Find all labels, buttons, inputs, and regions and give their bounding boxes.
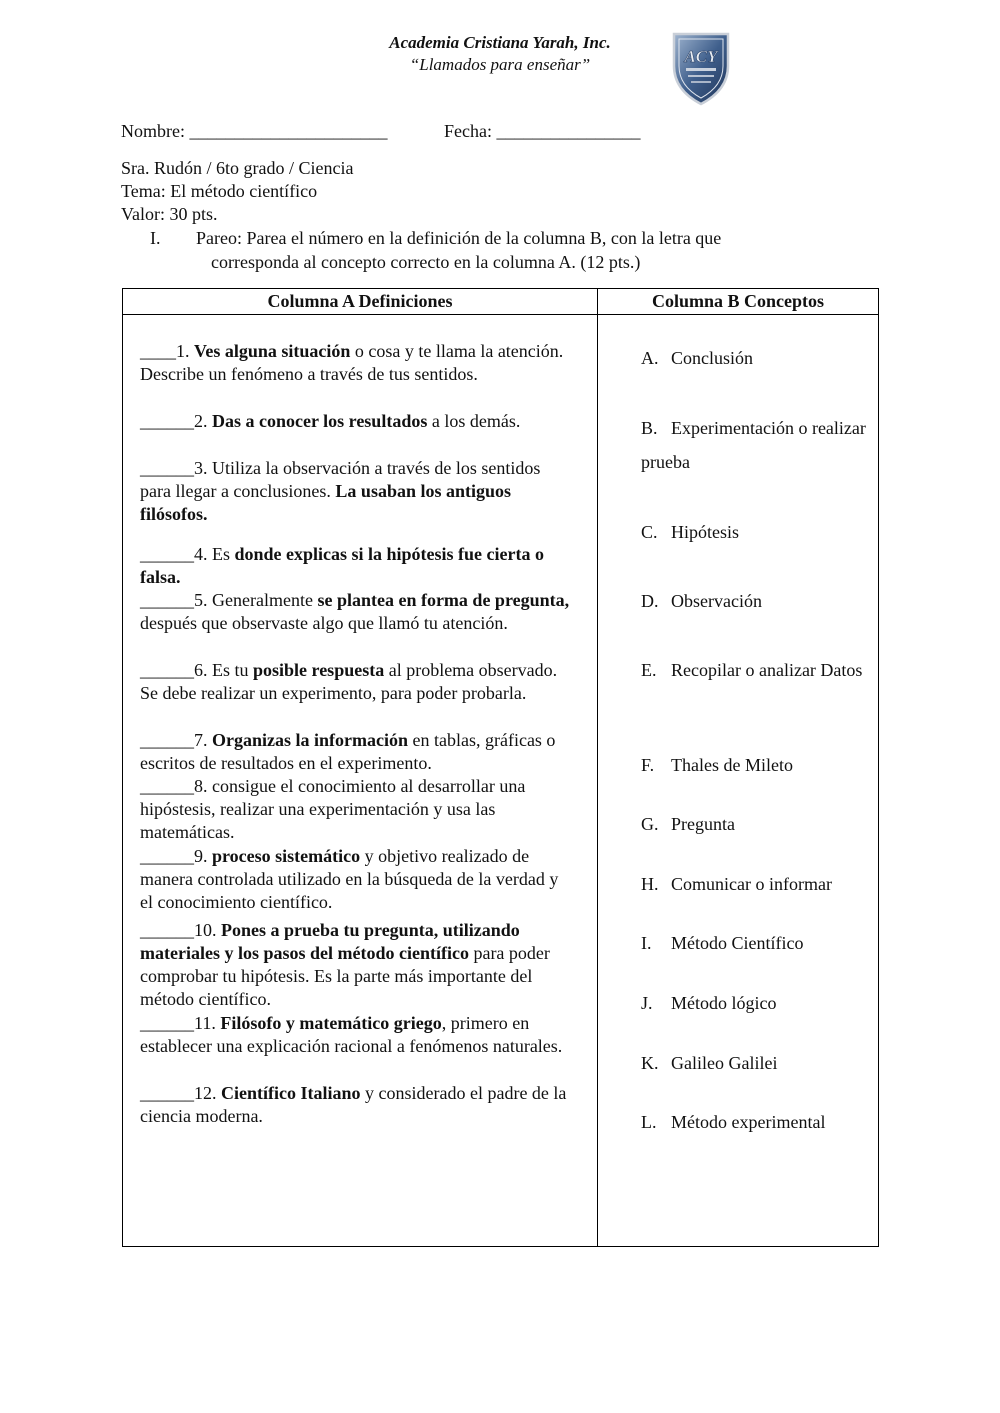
definition-bold-text: La usaban los antiguos filósofos.	[140, 481, 511, 524]
concept-text: Conclusión	[671, 348, 754, 368]
definition-bold-text: Pones a prueba tu pregunta, utilizando materiales y los pasos del método científico	[140, 920, 520, 963]
concept-text: Hipótesis	[671, 522, 740, 542]
concept-letter: L.	[641, 1112, 657, 1132]
concept-text: Comunicar o informar	[671, 874, 832, 894]
definition-item	[140, 543, 570, 589]
concept-item	[641, 807, 869, 841]
logo-text: ACY	[684, 47, 718, 66]
column-a-definitions	[123, 315, 598, 1247]
column-b-header: Columna B Conceptos	[598, 289, 879, 315]
concept-item	[641, 411, 869, 479]
definition-bold-text: posible respuesta	[253, 660, 385, 680]
definition-text: Es	[212, 544, 235, 564]
concept-item	[641, 515, 869, 549]
definition-bold-text: se plantea en forma de pregunta,	[317, 590, 570, 610]
definition-text: para poder comprobar tu hipótesis. Es la parte más importante del método científico.	[140, 943, 550, 1009]
definition-text: , primero en establecer una explicación racional a fenómenos naturales.	[140, 1013, 563, 1056]
definition-blank: ______3.	[140, 458, 212, 478]
definition-text: a los demás.	[427, 411, 521, 431]
definition-blank: ____1.	[140, 341, 194, 361]
concept-letter: K.	[641, 1053, 659, 1073]
date-field: Fecha: ________________	[444, 121, 641, 141]
column-b-concepts	[598, 315, 879, 1247]
school-motto: “Llamados para enseñar”	[409, 55, 591, 74]
concept-item	[641, 584, 869, 618]
definition-blank: ______7.	[140, 730, 212, 750]
definition-blank: ______6.	[140, 660, 212, 680]
definition-bold-text: proceso sistemático	[212, 846, 361, 866]
definition-text: y objetivo realizado de manera controlada utilizado en la búsqueda de la verdad y el conocimiento científico.	[140, 846, 559, 912]
definition-item	[140, 589, 570, 635]
definition-item	[140, 775, 570, 844]
definition-blank: ______4.	[140, 544, 212, 564]
concept-text: Pregunta	[671, 814, 735, 834]
definition-blank: ______12.	[140, 1083, 221, 1103]
definition-blank: ______2.	[140, 411, 212, 431]
definition-bold-text: Filósofo y matemático griego	[220, 1013, 442, 1033]
definition-blank: ______9.	[140, 846, 212, 866]
concept-text: Método lógico	[671, 993, 777, 1013]
concept-text: Método Científico	[671, 933, 804, 953]
concept-item	[641, 867, 869, 901]
definition-item	[140, 1012, 570, 1058]
definition-bold-text: Das a conocer los resultados	[212, 411, 428, 431]
definition-text: en tablas, gráficas o escritos de resultados en el experimento.	[140, 730, 556, 773]
definition-text: Generalmente	[212, 590, 318, 610]
instruction-number: I.	[150, 228, 161, 248]
definition-text: consigue el conocimiento al desarrollar una hipóstesis, realizar una experimentación y usa las matemáticas.	[140, 776, 526, 842]
concept-item	[641, 341, 869, 375]
concept-item	[641, 1105, 869, 1139]
value-line: Valor: 30 pts.	[121, 204, 218, 224]
definition-blank: ______5.	[140, 590, 212, 610]
column-a-header: Columna A Definiciones	[123, 289, 598, 315]
definition-text: y considerado el padre de la ciencia moderna.	[140, 1083, 567, 1126]
definition-bold-text: Organizas la información	[212, 730, 408, 750]
table-header-row	[123, 289, 879, 315]
definition-text: Es tu	[212, 660, 254, 680]
concept-letter: C.	[641, 522, 658, 542]
definition-text: o cosa y te llama la atención. Describe un fenómeno a través de tus sentidos.	[140, 341, 564, 384]
concept-item	[641, 926, 869, 960]
concept-letter: H.	[641, 874, 659, 894]
teacher-line: Sra. Rudón / 6to grado / Ciencia	[121, 158, 354, 178]
concept-text: Galileo Galilei	[671, 1053, 778, 1073]
definition-item	[140, 340, 570, 386]
concept-letter: E.	[641, 660, 657, 680]
definition-item	[140, 919, 570, 1011]
topic-line: Tema: El método científico	[121, 181, 318, 201]
concept-text: Thales de Mileto	[671, 755, 793, 775]
concept-item	[641, 986, 869, 1020]
school-name: Academia Cristiana Yarah, Inc.	[389, 33, 611, 52]
definition-item	[140, 410, 570, 433]
concept-item	[641, 748, 869, 782]
instruction-line-1: Pareo: Parea el número en la definición de la columna B, con la letra que	[196, 228, 722, 248]
concept-letter: F.	[641, 755, 655, 775]
definition-bold-text: Científico Italiano	[221, 1083, 361, 1103]
matching-table	[122, 288, 879, 1247]
concept-text: Recopilar o analizar Datos	[671, 660, 863, 680]
concept-letter: J.	[641, 993, 653, 1013]
concept-item	[641, 653, 869, 687]
shield-logo-icon	[668, 28, 734, 108]
name-field: Nombre: ______________________	[121, 121, 388, 141]
concept-text: Observación	[671, 591, 762, 611]
concept-letter: G.	[641, 814, 659, 834]
definition-item	[140, 729, 570, 775]
concept-letter: D.	[641, 591, 659, 611]
definition-item	[140, 457, 570, 526]
definition-blank: ______8.	[140, 776, 212, 796]
definition-bold-text: Ves alguna situación	[194, 341, 351, 361]
concept-letter: I.	[641, 933, 652, 953]
definition-text: al problema observado. Se debe realizar un experimento, para poder probarla.	[140, 660, 558, 703]
concept-text: Método experimental	[671, 1112, 826, 1132]
definition-item	[140, 845, 570, 914]
definition-item	[140, 1082, 570, 1128]
concept-letter: B.	[641, 418, 658, 438]
definition-text: después que observaste algo que llamó tu atención.	[140, 613, 508, 633]
concept-item	[641, 1046, 869, 1080]
concept-letter: A.	[641, 348, 659, 368]
definition-text: Utiliza la observación a través de los sentidos para llegar a conclusiones.	[140, 458, 541, 501]
definition-blank: ______11.	[140, 1013, 221, 1033]
definition-item	[140, 659, 570, 705]
instruction-line-2: corresponda al concepto correcto en la columna A. (12 pts.)	[211, 252, 641, 272]
definition-bold-text: donde explicas si la hipótesis fue cierta o falsa.	[140, 544, 544, 587]
definition-blank: ______10.	[140, 920, 221, 940]
concept-text: Experimentación o realizar prueba	[641, 418, 866, 472]
